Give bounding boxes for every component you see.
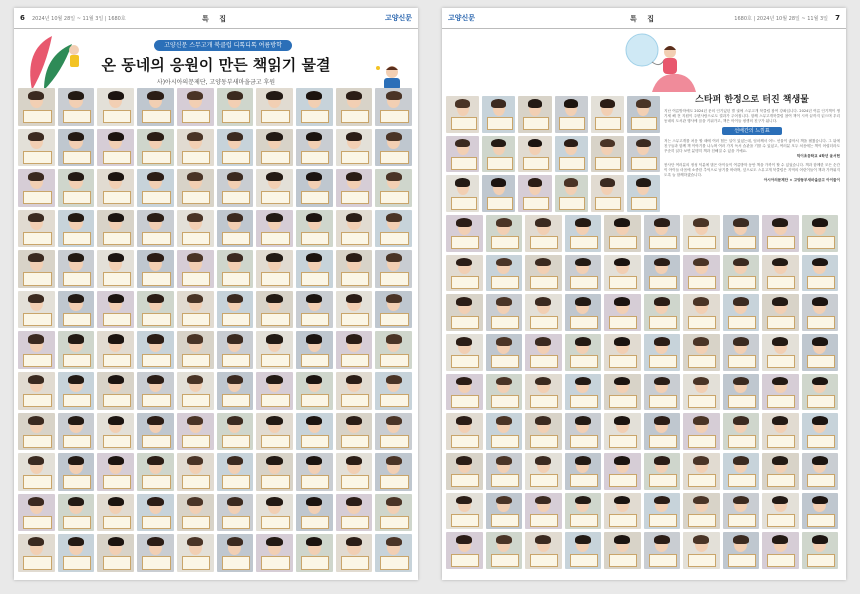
child-photo bbox=[58, 331, 95, 369]
child-photo bbox=[446, 453, 483, 490]
child-photo bbox=[486, 453, 523, 490]
child-photo bbox=[217, 250, 254, 288]
child-photo bbox=[58, 291, 95, 329]
child-photo bbox=[723, 374, 760, 411]
child-photo bbox=[336, 129, 373, 167]
child-photo bbox=[446, 334, 483, 371]
child-photo bbox=[802, 413, 839, 450]
child-photo bbox=[97, 129, 134, 167]
child-photo bbox=[555, 175, 588, 212]
child-photo bbox=[336, 169, 373, 207]
child-photo bbox=[604, 255, 641, 292]
child-photo bbox=[97, 494, 134, 532]
child-photo bbox=[446, 215, 483, 252]
child-photo bbox=[762, 532, 799, 569]
child-photo bbox=[18, 169, 55, 207]
child-photo bbox=[336, 291, 373, 329]
balloon-girl-illustration bbox=[622, 30, 698, 92]
child-photo bbox=[486, 413, 523, 450]
child-photo bbox=[256, 534, 293, 572]
issue-date: 1680호 | 2024년 10월 28일 ~ 11월 3일 bbox=[734, 16, 828, 22]
child-photo bbox=[296, 129, 333, 167]
child-photo bbox=[336, 331, 373, 369]
child-photo bbox=[97, 250, 134, 288]
child-photo bbox=[137, 169, 174, 207]
photo-grid-right-bottom bbox=[446, 215, 838, 569]
child-photo bbox=[217, 413, 254, 451]
child-photo bbox=[217, 453, 254, 491]
article-title: 스타퍼 한정으로 터진 책생물 bbox=[695, 95, 809, 105]
child-photo bbox=[518, 175, 551, 212]
child-photo bbox=[336, 250, 373, 288]
child-photo bbox=[97, 372, 134, 410]
child-photo bbox=[217, 494, 254, 532]
child-photo bbox=[486, 215, 523, 252]
child-photo bbox=[375, 413, 412, 451]
child-photo bbox=[683, 374, 720, 411]
child-photo bbox=[336, 453, 373, 491]
child-photo bbox=[217, 169, 254, 207]
child-photo bbox=[604, 334, 641, 371]
child-photo bbox=[762, 374, 799, 411]
child-photo bbox=[296, 210, 333, 248]
child-photo bbox=[446, 374, 483, 411]
child-photo bbox=[217, 291, 254, 329]
child-photo bbox=[256, 210, 293, 248]
child-photo bbox=[482, 136, 515, 173]
child-photo bbox=[296, 372, 333, 410]
child-photo bbox=[375, 331, 412, 369]
child-photo bbox=[644, 493, 681, 530]
child-photo bbox=[256, 291, 293, 329]
page-number: 6 bbox=[20, 14, 25, 22]
child-photo bbox=[518, 136, 551, 173]
child-photo bbox=[58, 453, 95, 491]
event-badge: 고양신문 스무고개 북클럽 디톡디톡 여름방학 bbox=[154, 40, 292, 51]
child-photo bbox=[486, 255, 523, 292]
child-photo bbox=[18, 494, 55, 532]
child-photo bbox=[525, 374, 562, 411]
child-photo bbox=[683, 453, 720, 490]
child-photo bbox=[296, 88, 333, 126]
child-photo bbox=[762, 255, 799, 292]
child-photo bbox=[446, 413, 483, 450]
child-photo bbox=[591, 136, 624, 173]
article-paragraph: 봉사단 여러분의 정성 덕분에 많은 아이들이 여름방학 동안 책을 가까이 할 수 있었습니다. 책과 함께한 모든 순간이 아이들 마음에 소중한 추억으로 남기를 바라며, 앞으로도 스무고개 북클럽은 지역의 어린이들이 책과 가까워지도록 늘 함께하겠습니다. bbox=[664, 163, 840, 177]
article-column bbox=[664, 96, 840, 212]
child-photo bbox=[375, 129, 412, 167]
child-photo bbox=[525, 294, 562, 331]
child-photo bbox=[375, 250, 412, 288]
child-photo bbox=[58, 169, 95, 207]
child-photo bbox=[683, 532, 720, 569]
child-photo bbox=[565, 374, 602, 411]
child-photo bbox=[446, 96, 479, 133]
photo-grid-left bbox=[18, 88, 412, 572]
child-photo bbox=[802, 334, 839, 371]
child-photo bbox=[18, 88, 55, 126]
child-photo bbox=[486, 294, 523, 331]
child-photo bbox=[683, 334, 720, 371]
section-label: 특 집 bbox=[202, 15, 230, 23]
child-photo bbox=[525, 334, 562, 371]
child-photo bbox=[18, 250, 55, 288]
masthead: 고양신문 bbox=[384, 14, 412, 22]
child-photo bbox=[58, 372, 95, 410]
child-photo bbox=[565, 294, 602, 331]
child-photo bbox=[446, 294, 483, 331]
child-photo bbox=[723, 215, 760, 252]
child-photo bbox=[375, 453, 412, 491]
photo-grid-right-top bbox=[446, 96, 660, 212]
child-photo bbox=[336, 372, 373, 410]
child-photo bbox=[217, 88, 254, 126]
article-paragraph: 저는 스무고개를 처음 할 때에 여러 힘든 일이 있었는데, 엄마께서 어느 선물이 좋아서 책을 펼쳤습니다. 그 뒤에 친구들과 함께 책 이야기를 나누며 여러 가지 독서 습관을 기를 수 있었고, 여러분 모두 처음에는 책이 어렵더라도 꾸준히 읽다 보면 분명히 책과 친해질 수 있을 거예요. bbox=[664, 139, 840, 153]
child-photo bbox=[296, 453, 333, 491]
child-photo bbox=[18, 413, 55, 451]
child-photo bbox=[217, 129, 254, 167]
child-photo bbox=[375, 372, 412, 410]
child-photo bbox=[446, 493, 483, 530]
page-headline: 온 동네의 응원이 만든 책읽기 물결 bbox=[101, 56, 331, 74]
child-photo bbox=[565, 215, 602, 252]
child-photo bbox=[802, 255, 839, 292]
child-photo bbox=[256, 453, 293, 491]
child-photo bbox=[177, 250, 214, 288]
child-photo bbox=[555, 136, 588, 173]
child-photo bbox=[137, 494, 174, 532]
child-photo bbox=[644, 215, 681, 252]
child-photo bbox=[627, 136, 660, 173]
child-photo bbox=[482, 96, 515, 133]
child-photo bbox=[217, 331, 254, 369]
child-photo bbox=[97, 88, 134, 126]
newspaper-page-left bbox=[14, 8, 418, 580]
child-photo bbox=[525, 215, 562, 252]
child-photo bbox=[762, 493, 799, 530]
child-photo bbox=[375, 210, 412, 248]
child-photo bbox=[97, 331, 134, 369]
child-photo bbox=[446, 175, 479, 212]
child-photo bbox=[486, 334, 523, 371]
child-photo bbox=[486, 374, 523, 411]
child-photo bbox=[177, 88, 214, 126]
child-photo bbox=[723, 493, 760, 530]
child-photo bbox=[762, 294, 799, 331]
child-photo bbox=[482, 175, 515, 212]
child-photo bbox=[565, 334, 602, 371]
child-photo bbox=[58, 250, 95, 288]
child-photo bbox=[604, 532, 641, 569]
child-photo bbox=[97, 291, 134, 329]
child-photo bbox=[18, 372, 55, 410]
child-photo bbox=[762, 413, 799, 450]
child-photo bbox=[137, 210, 174, 248]
child-photo bbox=[375, 534, 412, 572]
child-photo bbox=[18, 534, 55, 572]
child-photo bbox=[177, 291, 214, 329]
child-photo bbox=[723, 334, 760, 371]
child-photo bbox=[518, 96, 551, 133]
child-photo bbox=[762, 215, 799, 252]
child-photo bbox=[336, 210, 373, 248]
child-photo bbox=[762, 453, 799, 490]
child-photo bbox=[683, 493, 720, 530]
child-photo bbox=[18, 129, 55, 167]
child-photo bbox=[137, 413, 174, 451]
child-photo bbox=[58, 413, 95, 451]
child-photo bbox=[256, 88, 293, 126]
child-photo bbox=[644, 453, 681, 490]
child-photo bbox=[802, 532, 839, 569]
child-photo bbox=[256, 494, 293, 532]
child-photo bbox=[627, 175, 660, 212]
child-photo bbox=[18, 331, 55, 369]
child-photo bbox=[177, 494, 214, 532]
child-photo bbox=[644, 255, 681, 292]
child-photo bbox=[137, 331, 174, 369]
child-photo bbox=[683, 215, 720, 252]
child-photo bbox=[375, 88, 412, 126]
child-photo bbox=[525, 532, 562, 569]
child-photo bbox=[565, 493, 602, 530]
child-photo bbox=[256, 250, 293, 288]
child-photo bbox=[18, 453, 55, 491]
child-photo bbox=[604, 294, 641, 331]
child-photo bbox=[591, 175, 624, 212]
child-photo bbox=[802, 493, 839, 530]
child-photo bbox=[565, 255, 602, 292]
newspaper-page-right bbox=[442, 8, 846, 580]
article-subhead: 선배간의 느낌표 bbox=[722, 127, 782, 135]
child-photo bbox=[802, 374, 839, 411]
child-photo bbox=[256, 169, 293, 207]
child-photo bbox=[604, 215, 641, 252]
child-photo bbox=[296, 250, 333, 288]
child-photo bbox=[177, 534, 214, 572]
child-photo bbox=[762, 334, 799, 371]
child-photo bbox=[137, 291, 174, 329]
child-photo bbox=[723, 413, 760, 450]
article-byline: 아시아의문제단 × 고양동부새마을금고 아이들이 bbox=[763, 178, 840, 182]
child-photo bbox=[256, 372, 293, 410]
child-photo bbox=[296, 169, 333, 207]
article-byline: 덕이초등학교 4학년 윤서현 bbox=[796, 154, 840, 158]
child-photo bbox=[375, 291, 412, 329]
child-photo bbox=[97, 534, 134, 572]
child-photo bbox=[604, 493, 641, 530]
child-photo bbox=[555, 96, 588, 133]
child-photo bbox=[644, 532, 681, 569]
child-photo bbox=[802, 215, 839, 252]
sponsor-credit: 사)아시아의문제단, 고양동부새마을금고 후원 bbox=[156, 79, 276, 86]
child-photo bbox=[565, 453, 602, 490]
masthead: 고양신문 bbox=[448, 14, 476, 22]
child-photo bbox=[446, 532, 483, 569]
child-photo bbox=[336, 494, 373, 532]
child-photo bbox=[217, 534, 254, 572]
child-photo bbox=[525, 453, 562, 490]
child-photo bbox=[58, 494, 95, 532]
child-photo bbox=[177, 413, 214, 451]
child-photo bbox=[58, 88, 95, 126]
child-photo bbox=[486, 493, 523, 530]
child-photo bbox=[644, 334, 681, 371]
child-photo bbox=[446, 255, 483, 292]
child-photo bbox=[683, 255, 720, 292]
child-photo bbox=[446, 136, 479, 173]
section-label: 특 집 bbox=[630, 15, 658, 23]
child-photo bbox=[137, 88, 174, 126]
child-photo bbox=[97, 413, 134, 451]
child-photo bbox=[565, 532, 602, 569]
child-photo bbox=[296, 413, 333, 451]
child-photo bbox=[336, 88, 373, 126]
child-photo bbox=[58, 129, 95, 167]
page-header-left bbox=[14, 8, 418, 29]
issue-date: 2024년 10월 28일 ~ 11월 3일 | 1680호 bbox=[32, 16, 126, 22]
article-paragraph: 지난 여름방학에도 2024년 문의 인기있던 별 권에 스무고개 북클럽 참여 강좌입니다. 2024년 여름 인기책이 생기세 해 전 지원이 주변사람으로도 결과가 주어집니다. 함께 스무고개북클럽 참여 책이 시작 끝까지 읽으며 우리 동네의 도서관 행사에 꿈을 키워가고, 책은 아이들 평생의 친구가 됩니다. bbox=[664, 109, 840, 123]
child-photo bbox=[296, 494, 333, 532]
child-photo bbox=[137, 534, 174, 572]
child-photo bbox=[565, 413, 602, 450]
child-photo bbox=[217, 210, 254, 248]
child-photo bbox=[336, 413, 373, 451]
child-photo bbox=[627, 96, 660, 133]
child-photo bbox=[723, 453, 760, 490]
child-photo bbox=[723, 294, 760, 331]
child-photo bbox=[723, 532, 760, 569]
child-photo bbox=[525, 255, 562, 292]
child-photo bbox=[18, 291, 55, 329]
child-photo bbox=[177, 372, 214, 410]
child-photo bbox=[525, 493, 562, 530]
child-photo bbox=[137, 372, 174, 410]
child-photo bbox=[644, 294, 681, 331]
child-photo bbox=[296, 534, 333, 572]
child-photo bbox=[137, 129, 174, 167]
page-header-right bbox=[442, 8, 846, 29]
child-photo bbox=[58, 534, 95, 572]
child-photo bbox=[604, 453, 641, 490]
child-photo bbox=[604, 374, 641, 411]
child-photo bbox=[137, 453, 174, 491]
child-photo bbox=[256, 413, 293, 451]
child-photo bbox=[375, 494, 412, 532]
child-photo bbox=[217, 372, 254, 410]
child-photo bbox=[802, 453, 839, 490]
child-photo bbox=[591, 96, 624, 133]
child-photo bbox=[802, 294, 839, 331]
child-photo bbox=[296, 291, 333, 329]
child-photo bbox=[97, 210, 134, 248]
child-photo bbox=[296, 331, 333, 369]
child-photo bbox=[375, 169, 412, 207]
child-photo bbox=[723, 255, 760, 292]
child-photo bbox=[177, 331, 214, 369]
child-photo bbox=[18, 210, 55, 248]
child-photo bbox=[97, 169, 134, 207]
child-photo bbox=[644, 413, 681, 450]
child-photo bbox=[58, 210, 95, 248]
child-photo bbox=[256, 331, 293, 369]
child-photo bbox=[256, 129, 293, 167]
page-number: 7 bbox=[835, 14, 840, 22]
child-photo bbox=[336, 534, 373, 572]
child-photo bbox=[177, 169, 214, 207]
child-photo bbox=[97, 453, 134, 491]
child-photo bbox=[137, 250, 174, 288]
child-photo bbox=[486, 532, 523, 569]
child-photo bbox=[525, 413, 562, 450]
child-photo bbox=[604, 413, 641, 450]
child-photo bbox=[177, 129, 214, 167]
child-photo bbox=[683, 413, 720, 450]
child-photo bbox=[177, 453, 214, 491]
child-photo bbox=[177, 210, 214, 248]
child-photo bbox=[683, 294, 720, 331]
child-photo bbox=[644, 374, 681, 411]
